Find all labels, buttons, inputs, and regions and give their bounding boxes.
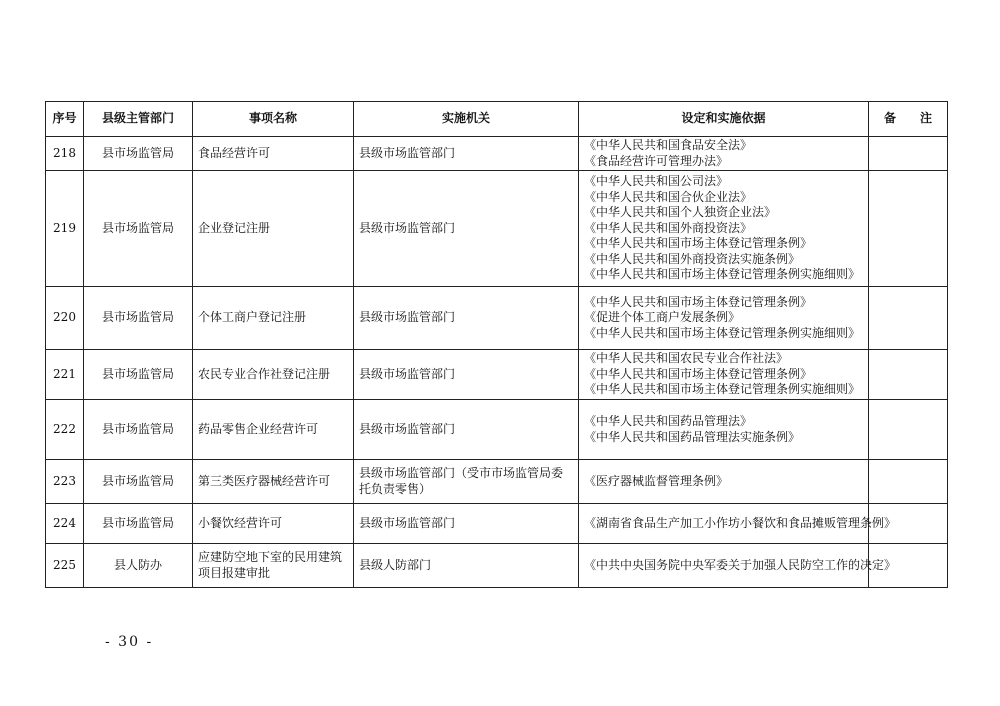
basis-law-line: 《中华人民共和国农民专业合作社法》 xyxy=(584,351,789,366)
cell-basis xyxy=(579,460,869,504)
cell-num: 218 xyxy=(46,137,84,171)
basis-law-line: 《中华人民共和国外商投资法》 xyxy=(584,220,753,235)
cell-note xyxy=(869,400,948,460)
header-dept: 县级主管部门 xyxy=(84,102,193,137)
cell-dept: 县市场监管局 xyxy=(84,287,193,350)
cell-num: 220 xyxy=(46,287,84,350)
basis-law-line: 《中华人民共和国市场主体登记管理条例实施细则》 xyxy=(584,325,861,340)
basis-law-line: 《中华人民共和国药品管理法》 xyxy=(584,413,753,428)
cell-dept: 县市场监管局 xyxy=(84,137,193,171)
cell-basis xyxy=(579,137,869,171)
cell-org: 县级市场监管部门 xyxy=(354,287,579,350)
header-basis: 设定和实施依据 xyxy=(579,102,869,137)
cell-num: 225 xyxy=(46,544,84,588)
basis-law-line: 《湖南省食品生产加工小作坊小餐饮和食品摊贩管理条例》 xyxy=(584,515,897,530)
cell-dept: 县市场监管局 xyxy=(84,504,193,544)
cell-org: 县级市场监管部门 xyxy=(354,137,579,171)
basis-law-line: 《中华人民共和国市场主体登记管理条例实施细则》 xyxy=(584,382,861,397)
basis-law-line: 《中华人民共和国个人独资企业法》 xyxy=(584,205,777,220)
cell-num: 221 xyxy=(46,350,84,400)
table-row xyxy=(46,171,948,287)
cell-note xyxy=(869,460,948,504)
cell-note xyxy=(869,137,948,171)
cell-basis xyxy=(579,504,897,544)
cell-dept: 县市场监管局 xyxy=(84,400,193,460)
cell-item: 应建防空地下室的民用建筑项目报建审批 xyxy=(193,544,354,588)
cell-org: 县级市场监管部门（受市市场监管局委托负责零售） xyxy=(354,460,579,504)
cell-org: 县级市场监管部门 xyxy=(354,504,579,544)
cell-basis xyxy=(579,287,869,350)
basis-law-line: 《促进个体工商户发展条例》 xyxy=(584,310,741,325)
table-row xyxy=(46,350,948,400)
cell-dept: 县市场监管局 xyxy=(84,460,193,504)
basis-law-line: 《中华人民共和国市场主体登记管理条例》 xyxy=(584,236,813,251)
table-row xyxy=(46,137,948,171)
cell-item: 食品经营许可 xyxy=(193,137,354,171)
cell-item: 小餐饮经营许可 xyxy=(193,504,354,544)
basis-law-line: 《中华人民共和国药品管理法实施条例》 xyxy=(584,429,801,444)
cell-basis xyxy=(579,171,869,287)
cell-org: 县级市场监管部门 xyxy=(354,171,579,287)
cell-org: 县级市场监管部门 xyxy=(354,400,579,460)
basis-law-line: 《中共中央国务院中央军委关于加强人民防空工作的决定》 xyxy=(584,557,897,572)
cell-note xyxy=(869,350,948,400)
cell-item: 个体工商户登记注册 xyxy=(193,287,354,350)
table-row xyxy=(46,504,948,544)
header-note: 备 注 xyxy=(869,102,948,137)
approval-items-table xyxy=(45,101,948,588)
cell-dept: 县市场监管局 xyxy=(84,350,193,400)
table-header-row xyxy=(46,102,948,137)
cell-item: 第三类医疗器械经营许可 xyxy=(193,460,354,504)
basis-law-line: 《中华人民共和国食品安全法》 xyxy=(584,137,753,152)
header-item: 事项名称 xyxy=(193,102,354,137)
cell-basis xyxy=(579,544,897,588)
cell-num: 223 xyxy=(46,460,84,504)
cell-org: 县级人防部门 xyxy=(354,544,579,588)
basis-law-line: 《中华人民共和国市场主体登记管理条例》 xyxy=(584,366,813,381)
cell-num: 222 xyxy=(46,400,84,460)
table-row xyxy=(46,544,948,588)
header-num: 序号 xyxy=(46,102,84,137)
cell-note xyxy=(869,171,948,287)
header-org: 实施机关 xyxy=(354,102,579,137)
table-row xyxy=(46,460,948,504)
basis-law-line: 《食品经营许可管理办法》 xyxy=(584,153,729,168)
table-row xyxy=(46,400,948,460)
page-number: - 30 - xyxy=(105,634,154,650)
basis-law-line: 《中华人民共和国市场主体登记管理条例》 xyxy=(584,294,813,309)
basis-law-line: 《中华人民共和国外商投资法实施条例》 xyxy=(584,251,801,266)
cell-org: 县级市场监管部门 xyxy=(354,350,579,400)
cell-num: 219 xyxy=(46,171,84,287)
cell-basis xyxy=(579,400,869,460)
cell-num: 224 xyxy=(46,504,84,544)
basis-law-line: 《中华人民共和国公司法》 xyxy=(584,173,729,188)
table-body xyxy=(46,137,948,588)
cell-note xyxy=(869,287,948,350)
cell-basis xyxy=(579,350,869,400)
table-row xyxy=(46,287,948,350)
basis-law-line: 《医疗器械监督管理条例》 xyxy=(584,473,729,488)
cell-dept: 县市场监管局 xyxy=(84,171,193,287)
basis-law-line: 《中华人民共和国合伙企业法》 xyxy=(584,189,753,204)
cell-dept: 县人防办 xyxy=(84,544,193,588)
basis-law-line: 《中华人民共和国市场主体登记管理条例实施细则》 xyxy=(584,267,861,282)
cell-item: 农民专业合作社登记注册 xyxy=(193,350,354,400)
cell-item: 药品零售企业经营许可 xyxy=(193,400,354,460)
cell-item: 企业登记注册 xyxy=(193,171,354,287)
